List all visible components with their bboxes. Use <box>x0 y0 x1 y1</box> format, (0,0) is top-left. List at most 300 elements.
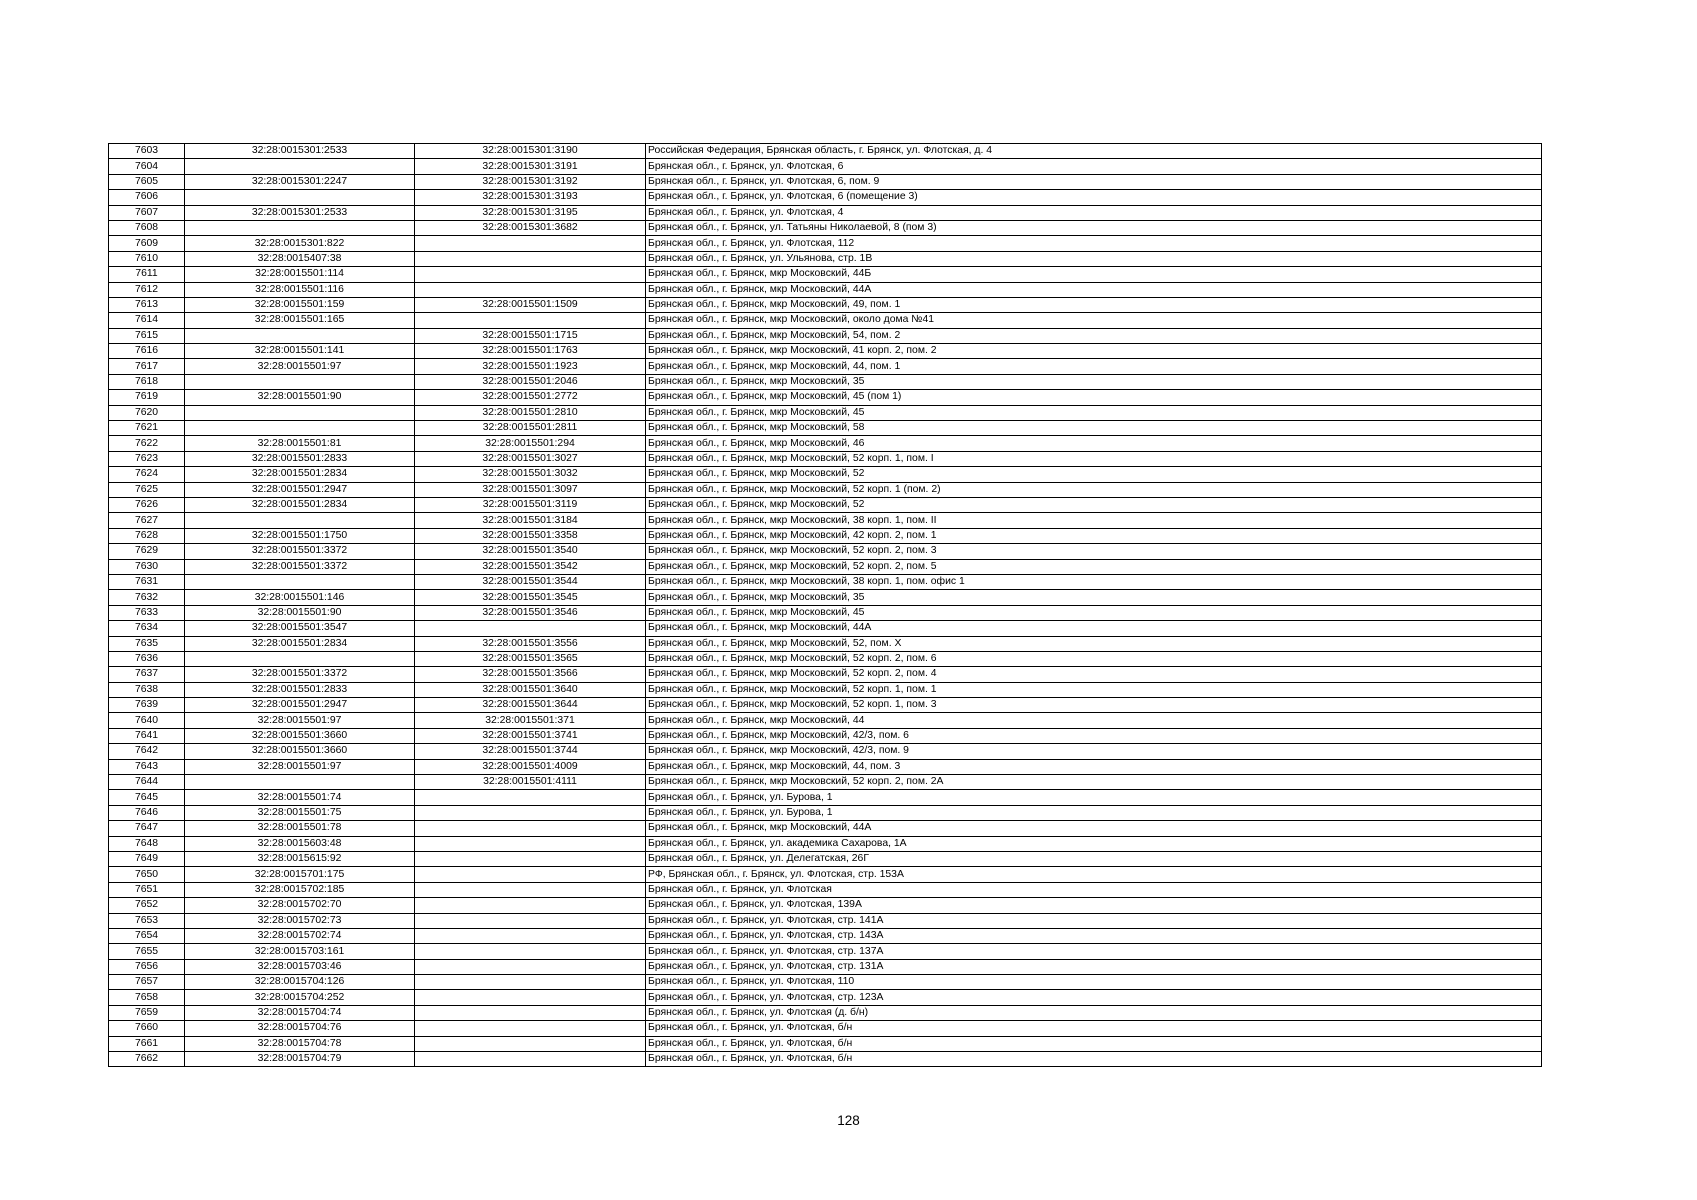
row-number-cell: 7654 <box>109 928 185 943</box>
address-cell: Брянская обл., г. Брянск, мкр Московский, 44А <box>646 621 1542 636</box>
table-row <box>109 682 1542 697</box>
row-number-cell: 7662 <box>109 1052 185 1067</box>
row-number-cell: 7655 <box>109 944 185 959</box>
table-row <box>109 775 1542 790</box>
cadastral-object-cell: 32:28:0015501:1509 <box>415 297 646 312</box>
address-cell: Брянская обл., г. Брянск, мкр Московский, 52 корп. 2, пом. 3 <box>646 544 1542 559</box>
address-cell: Брянская обл., г. Брянск, мкр Московский, 52 корп. 2, пом. 4 <box>646 667 1542 682</box>
table-row <box>109 205 1542 220</box>
cadastral-object-cell <box>415 621 646 636</box>
cadastral-object-cell: 32:28:0015301:3191 <box>415 159 646 174</box>
cadastral-land-cell: 32:28:0015501:97 <box>185 759 415 774</box>
row-number-cell: 7619 <box>109 390 185 405</box>
cadastral-object-cell: 32:28:0015501:371 <box>415 713 646 728</box>
cadastral-object-cell: 32:28:0015501:3546 <box>415 605 646 620</box>
row-number-cell: 7636 <box>109 651 185 666</box>
cadastral-land-cell <box>185 405 415 420</box>
table-row <box>109 651 1542 666</box>
cadastral-land-cell: 32:28:0015501:3547 <box>185 621 415 636</box>
row-number-cell: 7660 <box>109 1021 185 1036</box>
cadastral-land-cell: 32:28:0015301:2533 <box>185 144 415 159</box>
cadastral-object-cell: 32:28:0015501:2772 <box>415 390 646 405</box>
table-row <box>109 267 1542 282</box>
cadastral-object-cell <box>415 928 646 943</box>
address-cell: Брянская обл., г. Брянск, мкр Московский, 38 корп. 1, пом. II <box>646 513 1542 528</box>
table-body <box>109 144 1542 1067</box>
row-number-cell: 7639 <box>109 698 185 713</box>
cadastral-object-cell <box>415 975 646 990</box>
address-cell: Брянская обл., г. Брянск, мкр Московский, 52 корп. 1, пом. I <box>646 451 1542 466</box>
cadastral-object-cell: 32:28:0015301:3195 <box>415 205 646 220</box>
row-number-cell: 7633 <box>109 605 185 620</box>
table-row <box>109 744 1542 759</box>
cadastral-object-cell <box>415 267 646 282</box>
table-row <box>109 328 1542 343</box>
cadastral-land-cell: 32:28:0015703:161 <box>185 944 415 959</box>
address-cell: Брянская обл., г. Брянск, мкр Московский, 52 <box>646 467 1542 482</box>
cadastral-object-cell: 32:28:0015501:3644 <box>415 698 646 713</box>
address-cell: Брянская обл., г. Брянск, ул. Делегатская, 26Г <box>646 851 1542 866</box>
cadastral-land-cell: 32:28:0015702:70 <box>185 898 415 913</box>
address-cell: Брянская обл., г. Брянск, мкр Московский, 42/3, пом. 9 <box>646 744 1542 759</box>
address-cell: Брянская обл., г. Брянск, мкр Московский, 38 корп. 1, пом. офис 1 <box>646 574 1542 589</box>
row-number-cell: 7653 <box>109 913 185 928</box>
cadastral-object-cell: 32:28:0015501:1763 <box>415 344 646 359</box>
cadastral-land-cell: 32:28:0015501:97 <box>185 359 415 374</box>
row-number-cell: 7605 <box>109 174 185 189</box>
cadastral-land-cell: 32:28:0015501:2947 <box>185 482 415 497</box>
address-cell: Брянская обл., г. Брянск, ул. академика Сахарова, 1А <box>646 836 1542 851</box>
cadastral-object-cell <box>415 867 646 882</box>
row-number-cell: 7630 <box>109 559 185 574</box>
table-row <box>109 605 1542 620</box>
table-row <box>109 1052 1542 1067</box>
cadastral-object-cell: 32:28:0015501:3358 <box>415 528 646 543</box>
address-cell: Брянская обл., г. Брянск, ул. Флотская, б/н <box>646 1036 1542 1051</box>
row-number-cell: 7661 <box>109 1036 185 1051</box>
cadastral-object-cell <box>415 1005 646 1020</box>
cadastral-land-cell <box>185 513 415 528</box>
table-row <box>109 867 1542 882</box>
address-cell: Брянская обл., г. Брянск, ул. Флотская <box>646 882 1542 897</box>
row-number-cell: 7648 <box>109 836 185 851</box>
table-row <box>109 959 1542 974</box>
row-number-cell: 7644 <box>109 775 185 790</box>
cadastral-land-cell: 32:28:0015704:126 <box>185 975 415 990</box>
cadastral-object-cell: 32:28:0015501:294 <box>415 436 646 451</box>
row-number-cell: 7611 <box>109 267 185 282</box>
cadastral-land-cell: 32:28:0015501:3372 <box>185 667 415 682</box>
cadastral-object-cell: 32:28:0015501:3544 <box>415 574 646 589</box>
cadastral-land-cell: 32:28:0015501:116 <box>185 282 415 297</box>
cadastral-object-cell: 32:28:0015501:3184 <box>415 513 646 528</box>
table-row <box>109 928 1542 943</box>
cadastral-land-cell: 32:28:0015704:79 <box>185 1052 415 1067</box>
address-cell: Брянская обл., г. Брянск, ул. Флотская, 139А <box>646 898 1542 913</box>
row-number-cell: 7652 <box>109 898 185 913</box>
cadastral-land-cell: 32:28:0015701:175 <box>185 867 415 882</box>
address-cell: Брянская обл., г. Брянск, ул. Флотская, 110 <box>646 975 1542 990</box>
address-cell: Брянская обл., г. Брянск, мкр Московский, 52 корп. 1, пом. 3 <box>646 698 1542 713</box>
cadastral-land-cell: 32:28:0015702:185 <box>185 882 415 897</box>
cadastral-object-cell: 32:28:0015501:3566 <box>415 667 646 682</box>
table-row <box>109 667 1542 682</box>
row-number-cell: 7621 <box>109 421 185 436</box>
cadastral-land-cell: 32:28:0015501:90 <box>185 605 415 620</box>
row-number-cell: 7608 <box>109 220 185 235</box>
row-number-cell: 7649 <box>109 851 185 866</box>
address-cell: Брянская обл., г. Брянск, мкр Московский, 35 <box>646 590 1542 605</box>
cadastral-land-cell: 32:28:0015603:48 <box>185 836 415 851</box>
address-cell: Брянская обл., г. Брянск, ул. Флотская, стр. 141А <box>646 913 1542 928</box>
row-number-cell: 7622 <box>109 436 185 451</box>
row-number-cell: 7626 <box>109 497 185 512</box>
address-cell: Брянская обл., г. Брянск, ул. Флотская, стр. 137А <box>646 944 1542 959</box>
table-row <box>109 821 1542 836</box>
row-number-cell: 7646 <box>109 805 185 820</box>
table-row <box>109 590 1542 605</box>
table-row <box>109 451 1542 466</box>
address-cell: Брянская обл., г. Брянск, ул. Бурова, 1 <box>646 790 1542 805</box>
table-row <box>109 559 1542 574</box>
row-number-cell: 7635 <box>109 636 185 651</box>
address-cell: Брянская обл., г. Брянск, ул. Флотская, б/н <box>646 1052 1542 1067</box>
table-row <box>109 159 1542 174</box>
cadastral-land-cell: 32:28:0015501:2833 <box>185 451 415 466</box>
table-row <box>109 636 1542 651</box>
cadastral-land-cell <box>185 651 415 666</box>
cadastral-object-cell <box>415 313 646 328</box>
table-row <box>109 805 1542 820</box>
address-cell: Брянская обл., г. Брянск, мкр Московский, около дома №41 <box>646 313 1542 328</box>
table-row <box>109 882 1542 897</box>
table-row <box>109 698 1542 713</box>
cadastral-land-cell: 32:28:0015501:3372 <box>185 544 415 559</box>
table-row <box>109 975 1542 990</box>
row-number-cell: 7627 <box>109 513 185 528</box>
row-number-cell: 7615 <box>109 328 185 343</box>
table-row <box>109 1036 1542 1051</box>
cadastral-land-cell: 32:28:0015501:2834 <box>185 467 415 482</box>
address-cell: Брянская обл., г. Брянск, мкр Московский, 52 корп. 1 (пом. 2) <box>646 482 1542 497</box>
table-row <box>109 713 1542 728</box>
cadastral-land-cell: 32:28:0015407:38 <box>185 251 415 266</box>
cadastral-land-cell: 32:28:0015501:165 <box>185 313 415 328</box>
cadastral-land-cell <box>185 328 415 343</box>
cadastral-object-cell: 32:28:0015501:2046 <box>415 374 646 389</box>
table-row <box>109 836 1542 851</box>
address-cell: Брянская обл., г. Брянск, ул. Бурова, 1 <box>646 805 1542 820</box>
table-row <box>109 344 1542 359</box>
cadastral-land-cell: 32:28:0015501:3660 <box>185 728 415 743</box>
cadastral-land-cell <box>185 421 415 436</box>
cadastral-land-cell: 32:28:0015501:3372 <box>185 559 415 574</box>
cadastral-land-cell: 32:28:0015704:76 <box>185 1021 415 1036</box>
cadastral-land-cell <box>185 775 415 790</box>
cadastral-object-cell <box>415 1052 646 1067</box>
row-number-cell: 7606 <box>109 190 185 205</box>
cadastral-land-cell: 32:28:0015501:114 <box>185 267 415 282</box>
row-number-cell: 7604 <box>109 159 185 174</box>
table-row <box>109 436 1542 451</box>
table-row <box>109 621 1542 636</box>
table-row <box>109 359 1542 374</box>
cadastral-land-cell: 32:28:0015703:46 <box>185 959 415 974</box>
table-row <box>109 405 1542 420</box>
row-number-cell: 7631 <box>109 574 185 589</box>
address-cell: Брянская обл., г. Брянск, мкр Московский, 44А <box>646 282 1542 297</box>
table-row <box>109 544 1542 559</box>
address-cell: Брянская обл., г. Брянск, мкр Московский, 44, пом. 3 <box>646 759 1542 774</box>
cadastral-object-cell: 32:28:0015501:1923 <box>415 359 646 374</box>
cadastral-object-cell: 32:28:0015501:3565 <box>415 651 646 666</box>
row-number-cell: 7637 <box>109 667 185 682</box>
cadastral-land-cell: 32:28:0015501:159 <box>185 297 415 312</box>
cadastral-land-cell: 32:28:0015501:1750 <box>185 528 415 543</box>
cadastral-land-cell: 32:28:0015501:75 <box>185 805 415 820</box>
cadastral-land-cell <box>185 190 415 205</box>
cadastral-object-cell: 32:28:0015501:3119 <box>415 497 646 512</box>
cadastral-object-cell <box>415 851 646 866</box>
table-row <box>109 390 1542 405</box>
row-number-cell: 7656 <box>109 959 185 974</box>
cadastral-object-cell: 32:28:0015501:3027 <box>415 451 646 466</box>
cadastral-object-cell: 32:28:0015501:4111 <box>415 775 646 790</box>
row-number-cell: 7620 <box>109 405 185 420</box>
row-number-cell: 7632 <box>109 590 185 605</box>
cadastral-land-cell <box>185 374 415 389</box>
row-number-cell: 7617 <box>109 359 185 374</box>
cadastral-object-cell <box>415 990 646 1005</box>
address-cell: Брянская обл., г. Брянск, ул. Татьяны Николаевой, 8 (пом 3) <box>646 220 1542 235</box>
cadastral-land-cell: 32:28:0015501:2834 <box>185 636 415 651</box>
table-row <box>109 497 1542 512</box>
cadastral-object-cell: 32:28:0015501:2810 <box>415 405 646 420</box>
address-cell: Брянская обл., г. Брянск, мкр Московский, 44А <box>646 821 1542 836</box>
cadastral-object-cell <box>415 821 646 836</box>
address-cell: Брянская обл., г. Брянск, мкр Московский, 49, пом. 1 <box>646 297 1542 312</box>
cadastral-object-cell: 32:28:0015301:3192 <box>415 174 646 189</box>
cadastral-land-cell: 32:28:0015301:2247 <box>185 174 415 189</box>
table-row <box>109 236 1542 251</box>
cadastral-object-cell: 32:28:0015301:3190 <box>415 144 646 159</box>
cadastral-object-cell <box>415 1021 646 1036</box>
cadastral-object-cell: 32:28:0015501:3097 <box>415 482 646 497</box>
page-number: 128 <box>837 1113 860 1128</box>
cadastral-land-cell: 32:28:0015501:90 <box>185 390 415 405</box>
address-cell: Брянская обл., г. Брянск, мкр Московский, 41 корп. 2, пом. 2 <box>646 344 1542 359</box>
row-number-cell: 7643 <box>109 759 185 774</box>
row-number-cell: 7609 <box>109 236 185 251</box>
table-row <box>109 990 1542 1005</box>
address-cell: Брянская обл., г. Брянск, мкр Московский, 52 <box>646 497 1542 512</box>
cadastral-land-cell: 32:28:0015501:78 <box>185 821 415 836</box>
cadastral-object-cell: 32:28:0015501:3556 <box>415 636 646 651</box>
row-number-cell: 7645 <box>109 790 185 805</box>
table-row <box>109 313 1542 328</box>
cadastral-land-cell: 32:28:0015501:2834 <box>185 497 415 512</box>
cadastral-object-cell <box>415 1036 646 1051</box>
table-row <box>109 220 1542 235</box>
row-number-cell: 7625 <box>109 482 185 497</box>
cadastral-object-cell <box>415 805 646 820</box>
cadastral-object-cell <box>415 251 646 266</box>
cadastral-object-cell: 32:28:0015501:2811 <box>415 421 646 436</box>
table-row <box>109 374 1542 389</box>
table-row <box>109 482 1542 497</box>
table-row <box>109 944 1542 959</box>
cadastral-object-cell <box>415 236 646 251</box>
address-cell: Брянская обл., г. Брянск, мкр Московский, 45 <box>646 605 1542 620</box>
table-row <box>109 851 1542 866</box>
row-number-cell: 7638 <box>109 682 185 697</box>
cadastral-land-cell: 32:28:0015702:73 <box>185 913 415 928</box>
row-number-cell: 7603 <box>109 144 185 159</box>
address-cell: Брянская обл., г. Брянск, мкр Московский, 58 <box>646 421 1542 436</box>
table-row <box>109 790 1542 805</box>
row-number-cell: 7641 <box>109 728 185 743</box>
cadastral-land-cell: 32:28:0015702:74 <box>185 928 415 943</box>
cadastral-land-cell <box>185 574 415 589</box>
cadastral-land-cell <box>185 220 415 235</box>
row-number-cell: 7658 <box>109 990 185 1005</box>
address-cell: Брянская обл., г. Брянск, ул. Ульянова, стр. 1В <box>646 251 1542 266</box>
cadastral-object-cell <box>415 913 646 928</box>
table-row <box>109 574 1542 589</box>
cadastral-land-cell: 32:28:0015704:252 <box>185 990 415 1005</box>
cadastral-object-cell <box>415 282 646 297</box>
address-cell: Брянская обл., г. Брянск, ул. Флотская, 6, пом. 9 <box>646 174 1542 189</box>
address-cell: Брянская обл., г. Брянск, ул. Флотская, 4 <box>646 205 1542 220</box>
table-row <box>109 728 1542 743</box>
cadastral-object-cell <box>415 790 646 805</box>
address-cell: Брянская обл., г. Брянск, мкр Московский, 42 корп. 2, пом. 1 <box>646 528 1542 543</box>
address-cell: Брянская обл., г. Брянск, мкр Московский, 44 <box>646 713 1542 728</box>
cadastral-object-cell: 32:28:0015501:3741 <box>415 728 646 743</box>
cadastral-land-cell: 32:28:0015501:146 <box>185 590 415 605</box>
row-number-cell: 7624 <box>109 467 185 482</box>
data-table <box>108 143 1542 1067</box>
address-cell: Брянская обл., г. Брянск, мкр Московский, 45 <box>646 405 1542 420</box>
address-cell: Брянская обл., г. Брянск, ул. Флотская, 6 <box>646 159 1542 174</box>
table-row <box>109 282 1542 297</box>
cadastral-object-cell <box>415 836 646 851</box>
address-cell: Брянская обл., г. Брянск, мкр Московский, 52 корп. 2, пом. 6 <box>646 651 1542 666</box>
cadastral-object-cell: 32:28:0015501:3545 <box>415 590 646 605</box>
cadastral-object-cell: 32:28:0015501:3542 <box>415 559 646 574</box>
cadastral-land-cell: 32:28:0015615:92 <box>185 851 415 866</box>
cadastral-object-cell <box>415 944 646 959</box>
table-row <box>109 898 1542 913</box>
cadastral-land-cell: 32:28:0015501:81 <box>185 436 415 451</box>
cadastral-object-cell: 32:28:0015501:3640 <box>415 682 646 697</box>
table-row <box>109 251 1542 266</box>
row-number-cell: 7640 <box>109 713 185 728</box>
table-row <box>109 174 1542 189</box>
row-number-cell: 7628 <box>109 528 185 543</box>
cadastral-land-cell: 32:28:0015501:141 <box>185 344 415 359</box>
row-number-cell: 7659 <box>109 1005 185 1020</box>
address-cell: Брянская обл., г. Брянск, мкр Московский, 52 корп. 2, пом. 2А <box>646 775 1542 790</box>
row-number-cell: 7607 <box>109 205 185 220</box>
table-row <box>109 528 1542 543</box>
cadastral-object-cell <box>415 898 646 913</box>
row-number-cell: 7657 <box>109 975 185 990</box>
cadastral-land-cell <box>185 159 415 174</box>
table-row <box>109 913 1542 928</box>
cadastral-land-cell: 32:28:0015301:822 <box>185 236 415 251</box>
cadastral-object-cell: 32:28:0015301:3682 <box>415 220 646 235</box>
table-row <box>109 1005 1542 1020</box>
address-cell: Брянская обл., г. Брянск, ул. Флотская, стр. 143А <box>646 928 1542 943</box>
address-cell: Брянская обл., г. Брянск, ул. Флотская, 112 <box>646 236 1542 251</box>
cadastral-object-cell: 32:28:0015501:3032 <box>415 467 646 482</box>
row-number-cell: 7612 <box>109 282 185 297</box>
cadastral-object-cell: 32:28:0015501:4009 <box>415 759 646 774</box>
table-row <box>109 1021 1542 1036</box>
row-number-cell: 7614 <box>109 313 185 328</box>
address-cell: Брянская обл., г. Брянск, ул. Флотская, б/н <box>646 1021 1542 1036</box>
cadastral-object-cell: 32:28:0015301:3193 <box>415 190 646 205</box>
address-cell: Брянская обл., г. Брянск, мкр Московский, 45 (пом 1) <box>646 390 1542 405</box>
row-number-cell: 7642 <box>109 744 185 759</box>
address-cell: Брянская обл., г. Брянск, ул. Флотская (д. б/н) <box>646 1005 1542 1020</box>
address-cell: РФ, Брянская обл., г. Брянск, ул. Флотская, стр. 153А <box>646 867 1542 882</box>
address-cell: Брянская обл., г. Брянск, мкр Московский, 52, пом. X <box>646 636 1542 651</box>
cadastral-object-cell <box>415 959 646 974</box>
address-cell: Брянская обл., г. Брянск, мкр Московский, 42/3, пом. 6 <box>646 728 1542 743</box>
table-row <box>109 759 1542 774</box>
address-cell: Брянская обл., г. Брянск, мкр Московский, 44Б <box>646 267 1542 282</box>
row-number-cell: 7618 <box>109 374 185 389</box>
address-cell: Брянская обл., г. Брянск, мкр Московский, 46 <box>646 436 1542 451</box>
table-row <box>109 421 1542 436</box>
cadastral-land-cell: 32:28:0015501:74 <box>185 790 415 805</box>
cadastral-land-cell: 32:28:0015704:74 <box>185 1005 415 1020</box>
cadastral-land-cell: 32:28:0015704:78 <box>185 1036 415 1051</box>
row-number-cell: 7610 <box>109 251 185 266</box>
row-number-cell: 7629 <box>109 544 185 559</box>
row-number-cell: 7647 <box>109 821 185 836</box>
table-row <box>109 190 1542 205</box>
row-number-cell: 7623 <box>109 451 185 466</box>
address-cell: Брянская обл., г. Брянск, мкр Московский, 52 корп. 2, пом. 5 <box>646 559 1542 574</box>
address-cell: Брянская обл., г. Брянск, ул. Флотская, стр. 131А <box>646 959 1542 974</box>
address-cell: Российская Федерация, Брянская область, г. Брянск, ул. Флотская, д. 4 <box>646 144 1542 159</box>
address-cell: Брянская обл., г. Брянск, мкр Московский, 35 <box>646 374 1542 389</box>
address-cell: Брянская обл., г. Брянск, мкр Московский, 52 корп. 1, пом. 1 <box>646 682 1542 697</box>
row-number-cell: 7616 <box>109 344 185 359</box>
row-number-cell: 7613 <box>109 297 185 312</box>
row-number-cell: 7634 <box>109 621 185 636</box>
cadastral-object-cell: 32:28:0015501:3744 <box>415 744 646 759</box>
table-row <box>109 297 1542 312</box>
address-cell: Брянская обл., г. Брянск, ул. Флотская, 6 (помещение 3) <box>646 190 1542 205</box>
cadastral-object-cell: 32:28:0015501:1715 <box>415 328 646 343</box>
row-number-cell: 7650 <box>109 867 185 882</box>
row-number-cell: 7651 <box>109 882 185 897</box>
cadastral-object-cell: 32:28:0015501:3540 <box>415 544 646 559</box>
cadastral-land-cell: 32:28:0015501:97 <box>185 713 415 728</box>
cadastral-object-cell <box>415 882 646 897</box>
cadastral-land-cell: 32:28:0015501:3660 <box>185 744 415 759</box>
address-cell: Брянская обл., г. Брянск, ул. Флотская, стр. 123А <box>646 990 1542 1005</box>
table-row <box>109 467 1542 482</box>
cadastral-land-cell: 32:28:0015501:2947 <box>185 698 415 713</box>
address-cell: Брянская обл., г. Брянск, мкр Московский, 54, пом. 2 <box>646 328 1542 343</box>
cadastral-land-cell: 32:28:0015501:2833 <box>185 682 415 697</box>
table-row <box>109 513 1542 528</box>
